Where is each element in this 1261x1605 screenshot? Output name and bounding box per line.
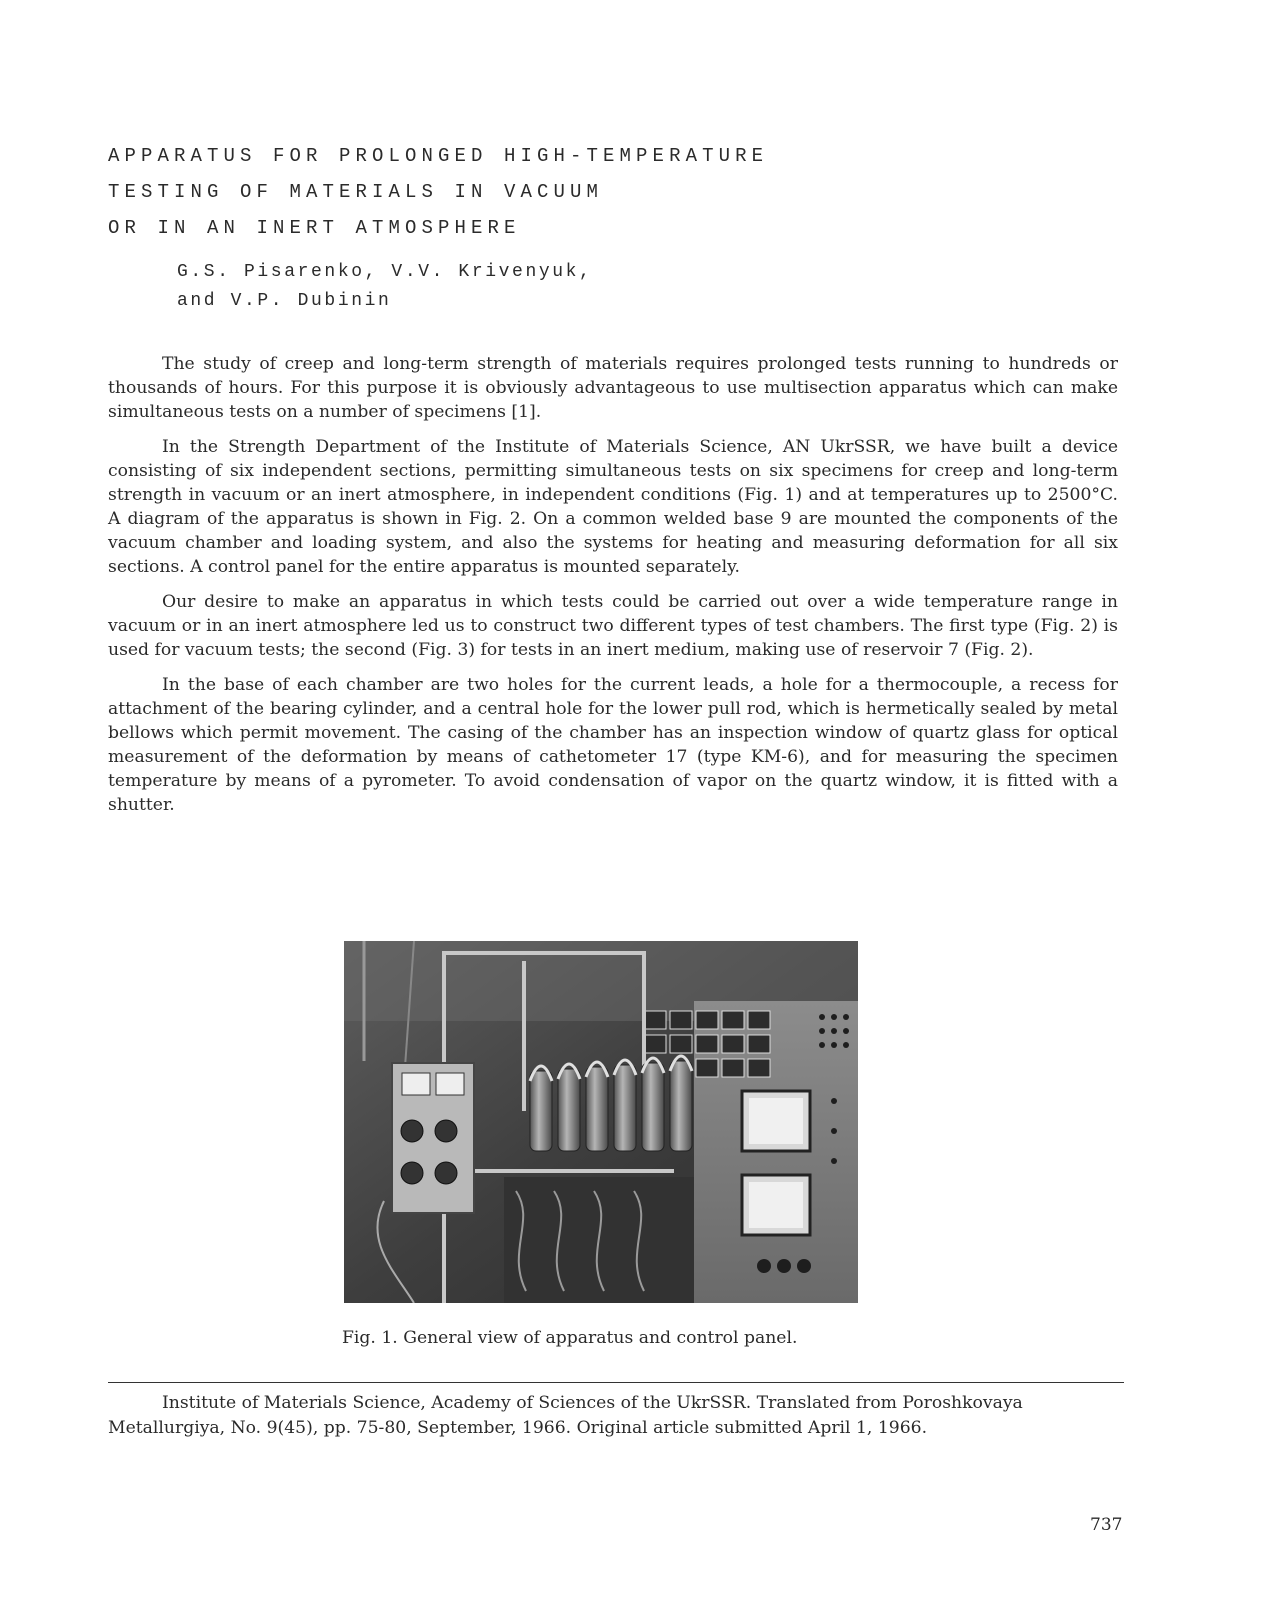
title-line-3: OR IN AN INERT ATMOSPHERE — [108, 217, 521, 239]
title-line-2: TESTING OF MATERIALS IN VACUUM — [108, 181, 604, 203]
figure-caption: Fig. 1. General view of apparatus and control panel. — [342, 1328, 798, 1348]
author-line-2: and V.P. Dubinin — [177, 291, 392, 311]
figure-1-photo — [344, 941, 858, 1303]
paragraph-3: Our desire to make an apparatus in which tests could be carried out over a wide temperature range in vacuum or in an inert atmosphere led us to construct two different types of test chambers. The first type (Fig. 2) is used for vacuum tests; the second (Fig. 3) for tests in an inert medium, making use of reservoir 7 (Fig. 2). — [108, 592, 1118, 660]
article-title — [108, 138, 768, 246]
page-number: 737 — [1090, 1515, 1123, 1535]
footnote-text: Institute of Materials Science, Academy of Sciences of the UkrSSR. Translated from Poroshkovaya Metallurgiya, No. 9(45), pp. 75-80, September, 1966. Original article submitted April 1, 1966. — [108, 1393, 1023, 1438]
article-body — [108, 352, 1118, 828]
author-list — [177, 258, 592, 316]
paragraph-4: In the base of each chamber are two holes for the current leads, a hole for a thermocouple, a recess for attachment of the bearing cylinder, and a central hole for the lower pull rod, which is hermetically sealed by metal bellows which permit movement. The casing of the chamber has an inspection window of quartz glass for optical measurement of the deformation by means of cathetometer 17 (type KM-6), and for measuring the specimen temperature by means of a pyrometer. To avoid condensation of vapor on the quartz window, it is fitted with a shutter. — [108, 675, 1118, 815]
author-line-1: G.S. Pisarenko, V.V. Krivenyuk, — [177, 262, 593, 282]
paragraph-1: The study of creep and long-term strength of materials requires prolonged tests running to hundreds or thousands of hours. For this purpose it is obviously advantageous to use multisection apparatus which can make simultaneous tests on a number of specimens [1]. — [108, 354, 1118, 422]
paragraph-2: In the Strength Department of the Institute of Materials Science, AN UkrSSR, we have built a device consisting of six independent sections, permitting simultaneous tests on six specimens for creep and long-term strength in vacuum or an inert atmosphere, in independent conditions (Fig. 1) and at temperatures up to 2500°C. A diagram of the apparatus is shown in Fig. 2. On a common welded base 9 are mounted the components of the vacuum chamber and loading system, and also the systems for heating and measuring deformation for all six sections. A control panel for the entire apparatus is mounted separately. — [108, 437, 1118, 577]
apparatus-photograph — [344, 941, 858, 1303]
footnote-divider — [108, 1382, 1124, 1383]
footnote — [108, 1391, 1118, 1441]
title-line-1: APPARATUS FOR PROLONGED HIGH-TEMPERATURE — [108, 145, 769, 167]
